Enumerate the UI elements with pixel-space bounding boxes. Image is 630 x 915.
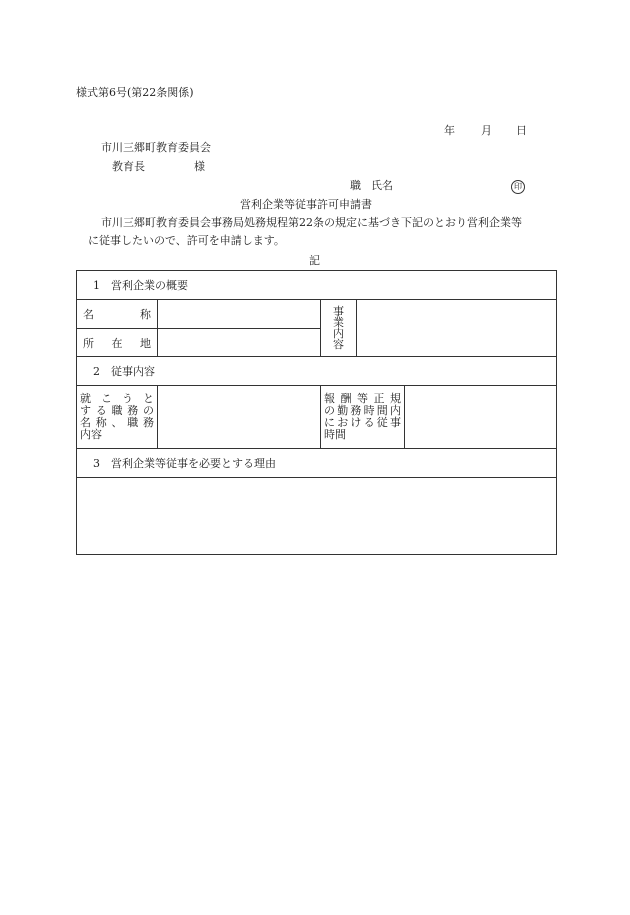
section-1-header: 1 営利企業の概要	[77, 271, 557, 300]
document-title: 営利企業等従事許可申請書	[240, 198, 372, 211]
recipient-title: 教育長	[112, 160, 145, 173]
business-content-label: 事 業 内 容	[321, 300, 357, 357]
pay-hours-label: 報酬等正規 の勤務時間内 における従事 時間	[321, 386, 405, 448]
name-value[interactable]	[158, 300, 321, 329]
location-label: 所 在 地	[77, 329, 158, 357]
pay-hours-value[interactable]	[405, 386, 556, 448]
section-3-header: 3 営利企業等従事を必要とする理由	[77, 449, 557, 478]
application-form-table	[76, 270, 557, 555]
date-day: 日	[516, 124, 527, 137]
pay-hours-cell	[321, 386, 557, 449]
seal-mark: 印	[511, 179, 525, 194]
location-value[interactable]	[158, 329, 321, 357]
duty-label: 就こうと する職務の 名称、職務 内容	[77, 386, 158, 449]
recipient-org: 市川三郷町教育委員会	[101, 141, 211, 154]
applicant-position: 職	[350, 179, 361, 192]
reason-value[interactable]	[77, 478, 557, 555]
business-content-value[interactable]	[357, 300, 557, 357]
ki-label: 記	[309, 254, 320, 267]
form-number: 様式第6号(第22条関係)	[76, 86, 194, 99]
section-2-header: 2 従事内容	[77, 357, 557, 386]
recipient-honorific: 様	[194, 160, 205, 173]
date-year: 年	[444, 124, 455, 137]
date-month: 月	[481, 124, 492, 137]
body-text-line2: に従事したいので、許可を申請します。	[88, 234, 285, 247]
name-label: 名 称	[77, 300, 158, 329]
duty-value[interactable]	[158, 386, 321, 449]
applicant-name-label: 氏名	[371, 179, 393, 192]
body-text-line1: 市川三郷町教育委員会事務局処務規程第22条の規定に基づき下記のとおり営利企業等	[101, 216, 522, 229]
